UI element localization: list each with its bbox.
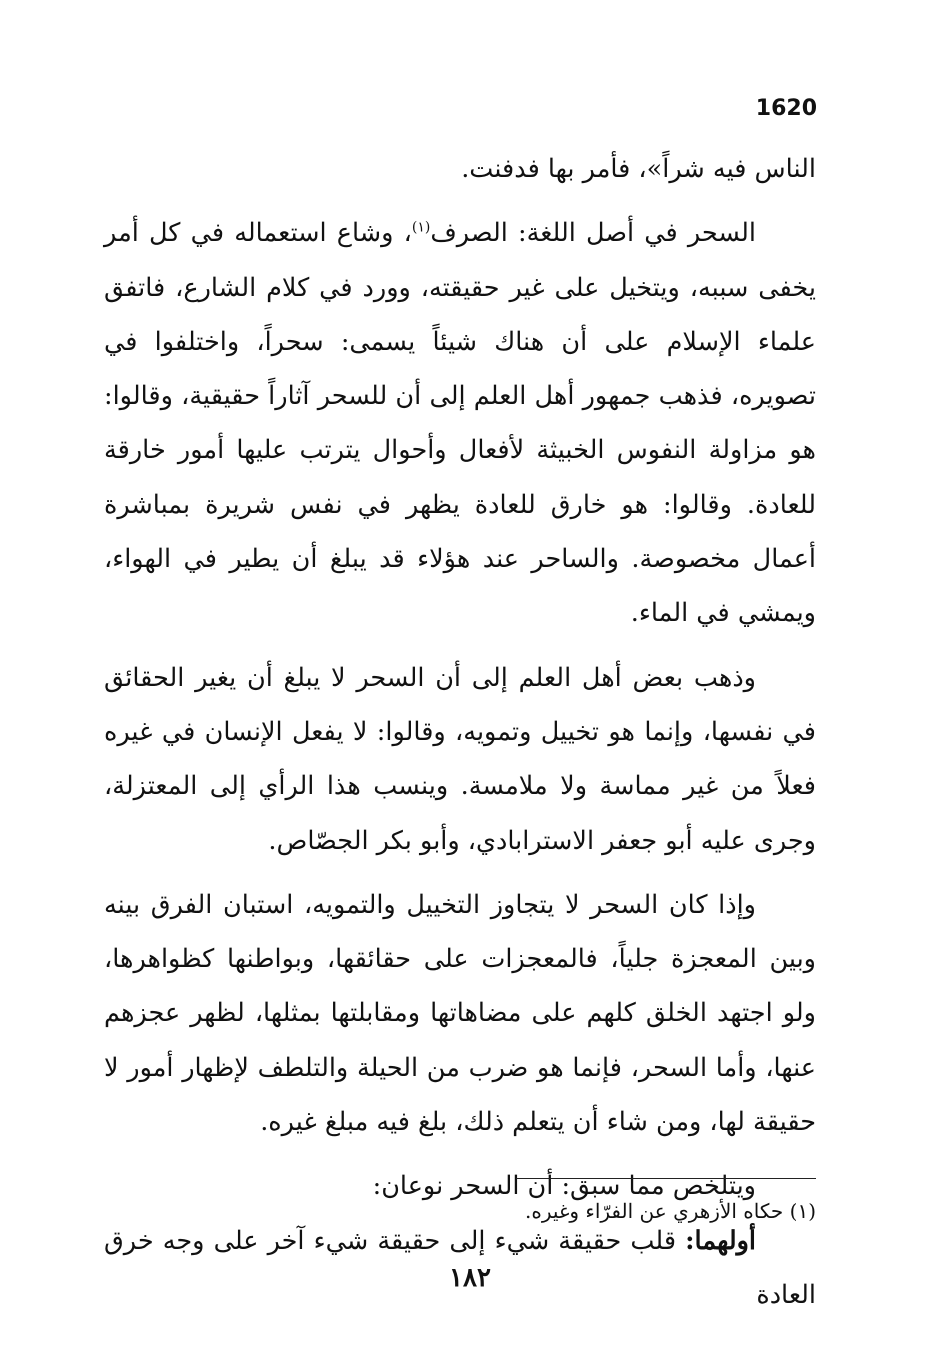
paragraph-text: ويتلخص مما سبق: أن السحر نوعان: [372,1171,756,1202]
paragraph-text: قلب حقيقة شيء إلى حقيقة شيء آخر على وجه خرق العادة [104,1225,816,1310]
paragraph [104,142,816,196]
paragraph-text: الناس فيه شراً»، فأمر بها فدفنت. [461,154,816,184]
paragraph-text: السحر في أصل اللغة: الصرف [430,218,756,249]
footnote [300,1196,816,1226]
paragraph [104,206,816,640]
page-number-top: 1620 [755,96,817,121]
footnote-marker: (١) [789,1199,816,1223]
paragraph-text: وإذا كان السحر لا يتجاوز التخييل والتمويه، استبان الفرق بينه وبين المعجزة جلياً، فالمعجزات على حقائقها، وبواطنها كظواهرها، ولو اجتهد الخلق كلهم على مضاهاتها ومقابلتها بمثلها، لظهر عجزهم عنها، وأما السحر، فإنما هو ضرب من الحيلة والتلطف لإظهار أمور لا حقيقة لها، ومن شاء أن يتعلم ذلك، بلغ فيه مبلغ غيره. [104,889,816,1138]
footnote-divider [516,1178,816,1179]
paragraph-text: ، وشاع استعماله في كل أمر يخفى سببه، ويتخيل على غير حقيقته، وورد في كلام الشارع، فاتفق علماء الإسلام على أن هناك شيئاً يسمى: سحراً، واختلفوا في تصويره، فذهب جمهور أهل العلم إلى أن للسحر آثاراً حقيقية، وقالوا: هو مزاولة النفوس الخبيثة لأفعال وأحوال يترتب عليها أمور خارقة للعادة. وقالوا: هو خارق للعادة يظهر في نفس شريرة بمباشرة أعمال مخصوصة. والساحر عند هؤلاء قد يبلغ أن يطير في الهواء، ويمشي في الماء. [104,218,816,629]
main-text [104,142,816,1322]
paragraph [104,651,816,868]
footnote-text: حكاه الأزهري عن الفرّاء وغيره. [525,1199,784,1223]
paragraph [104,878,816,1149]
bold-lead: أولهما: [685,1225,756,1256]
footnote-reference[interactable]: (١) [411,219,431,236]
paragraph-text: وذهب بعض أهل العلم إلى أن السحر لا يبلغ أن يغير الحقائق في نفسها، وإنما هو تخييل وتمويه، وقالوا: لا يفعل الإنسان في غيره فعلاً من غير مماسة ولا ملامسة. وينسب هذا الرأي إلى المعتزلة، وجرى عليه أبو جعفر الاسترابادي، وأبو بكر الجصّاص. [104,662,816,856]
page-number-bottom: ١٨٢ [449,1263,491,1293]
